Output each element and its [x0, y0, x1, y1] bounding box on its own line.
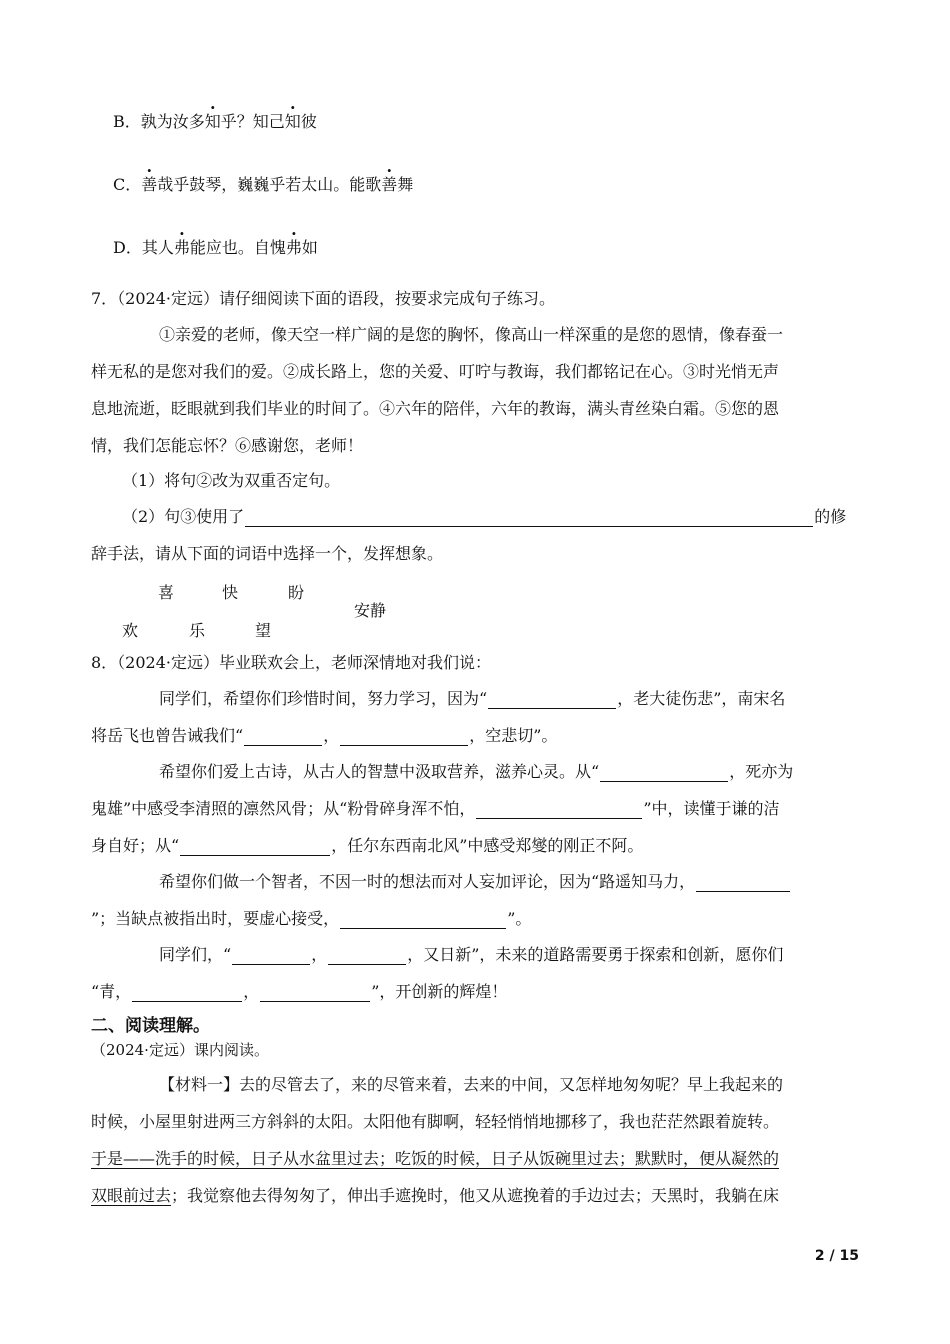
material-line-underlined: 于是——洗手的时候，日子从水盆里过去；吃饭的时候，日子从饭碗里过去；默默时，便从凝然的: [91, 1149, 780, 1168]
answer-blank[interactable]: [476, 801, 642, 819]
section-title: 二、阅读理解。: [91, 1016, 210, 1036]
q7-sub-2: （2）句③使用了 的修: [122, 507, 847, 526]
q7-sub-2-cont: 辞手法，请从下面的词语中选择一个，发挥想象。: [91, 544, 444, 563]
q8-line: 同学们，希望你们珍惜时间，努力学习，因为“ ，老大徒伤悲”，南宋名: [159, 689, 786, 708]
q7-passage-line: ①亲爱的老师，像天空一样广阔的是您的胸怀，像高山一样深重的是您的恩情，像春蚕一: [159, 325, 784, 344]
dot-mark: 弗: [173, 238, 190, 257]
question-8-stem: 8．（2024·定远）毕业联欢会上，老师深情地对我们说：: [91, 653, 491, 672]
answer-blank[interactable]: [245, 509, 813, 527]
dot-mark: 知: [284, 112, 301, 131]
option-b: B．孰为汝多知乎？知己知彼: [113, 112, 317, 131]
dot-mark: 弗: [285, 238, 302, 257]
answer-blank[interactable]: [600, 764, 728, 782]
answer-blank[interactable]: [132, 984, 242, 1002]
q7-sub-1: （1）将句②改为双重否定句。: [122, 471, 341, 490]
dot-mark: 善: [141, 175, 158, 194]
word-option: 欢: [122, 621, 139, 640]
word-option: 乐: [189, 621, 206, 640]
option-d: D．其人弗能应也。自愧弗如: [113, 238, 318, 257]
q7-passage-line: 情，我们怎能忘怀？⑥感谢您，老师！: [91, 436, 364, 455]
word-option: 盼: [288, 583, 305, 602]
answer-blank[interactable]: [696, 874, 790, 892]
word-option: 喜: [158, 583, 175, 602]
page-number: 2 / 15: [814, 1248, 859, 1264]
word-option: 望: [255, 621, 272, 640]
answer-blank[interactable]: [340, 728, 468, 746]
q8-line: 希望你们做一个智者，不因一时的想法而对人妄加评论，因为“路遥知马力，: [159, 872, 791, 892]
dot-mark: 善: [381, 175, 398, 194]
q8-line: 希望你们爱上古诗，从古人的智慧中汲取营养，滋养心灵。从“ ，死亦为: [159, 762, 794, 781]
material-line: 双眼前过去；我觉察他去得匆匆了，伸出手遮挽时，他又从遮挽着的手边过去；天黑时，我躺在床: [91, 1186, 780, 1205]
answer-blank[interactable]: [180, 838, 330, 856]
q8-line: ”；当缺点被指出时，要虚心接受， ”。: [91, 909, 532, 928]
option-c: C．善哉乎鼓琴，巍巍乎若太山。能歌善舞: [113, 175, 414, 194]
word-option: 安静: [354, 601, 387, 620]
answer-blank[interactable]: [488, 691, 616, 709]
question-7-stem: 7．（2024·定远）请仔细阅读下面的语段，按要求完成句子练习。: [91, 289, 555, 308]
q7-passage-line: 样无私的是您对我们的爱。②成长路上，您的关爱、叮咛与教诲，我们都铭记在心。③时光悄无声: [91, 362, 780, 381]
answer-blank[interactable]: [260, 984, 370, 1002]
section-intro: （2024·定远）课内阅读。: [91, 1041, 269, 1059]
answer-blank[interactable]: [244, 728, 322, 746]
q8-line: 同学们，“ ， ，又日新”，未来的道路需要勇于探索和创新，愿你们: [159, 945, 784, 964]
q7-passage-line: 息地流逝，眨眼就到我们毕业的时间了。④六年的陪伴，六年的教诲，满头青丝染白霜。⑤您的恩: [91, 399, 780, 418]
material-line: 时候，小屋里射进两三方斜斜的太阳。太阳他有脚啊，轻轻悄悄地挪移了，我也茫茫然跟着旋转。: [91, 1112, 780, 1131]
q8-line: 鬼雄”中感受李清照的凛然风骨；从“粉骨碎身浑不怕， ”中，读懂于谦的洁: [91, 799, 780, 818]
word-option: 快: [222, 583, 239, 602]
answer-blank[interactable]: [340, 911, 506, 929]
answer-blank[interactable]: [232, 947, 310, 965]
dot-mark: 知: [204, 112, 221, 131]
material-line: 【材料一】去的尽管去了，来的尽管来着，去来的中间，又怎样地匆匆呢？早上我起来的: [159, 1075, 784, 1094]
q8-line: “青， ， ”，开创新的辉煌！: [91, 982, 508, 1001]
q8-line: 身自好；从“ ，任尔东西南北风”中感受郑燮的刚正不阿。: [91, 836, 644, 855]
answer-blank[interactable]: [328, 947, 406, 965]
q8-line: 将岳飞也曾告诫我们“ ， ，空悲切”。: [91, 726, 558, 745]
